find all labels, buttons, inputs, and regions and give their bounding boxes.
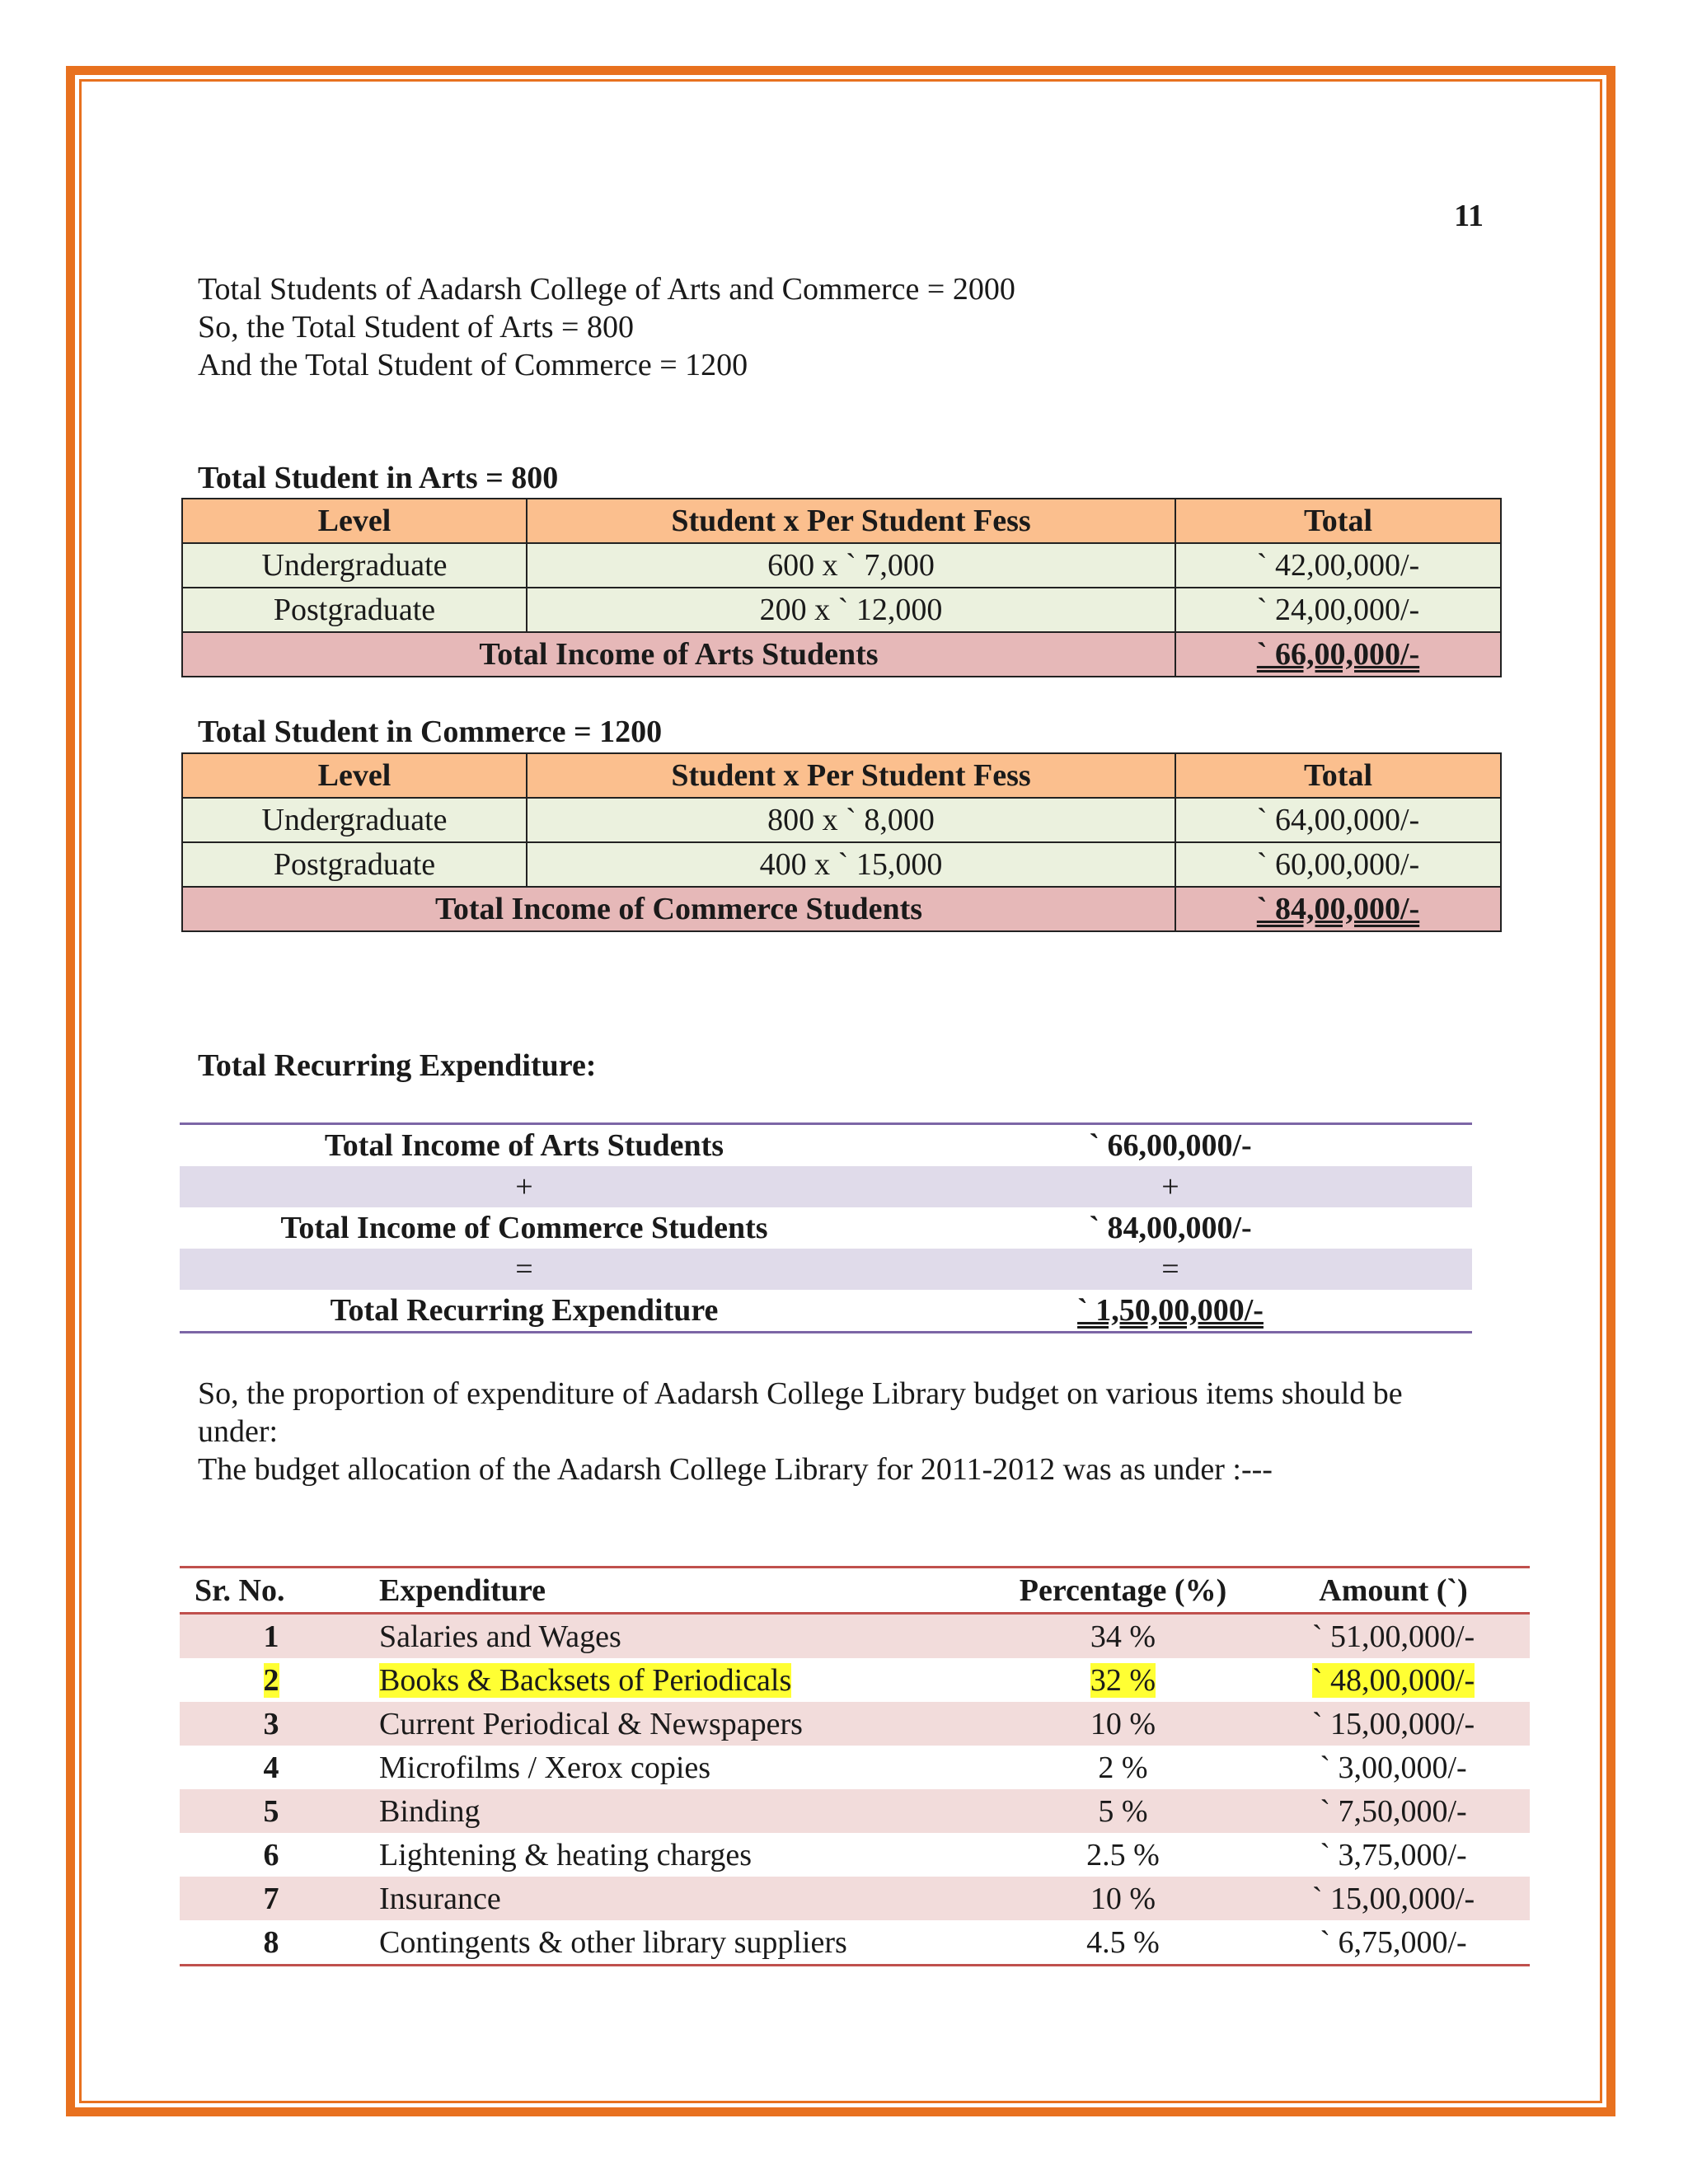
table-row [182, 842, 1501, 887]
commerce-caption: Total Student in Commerce = 1200 [198, 715, 663, 749]
table-row [180, 1746, 1530, 1789]
table-header-row [182, 499, 1501, 543]
recurring-label: Total Income of Commerce Students [280, 1211, 768, 1245]
amount: ` 48,00,000/- [1311, 1662, 1475, 1698]
percentage: 34 % [989, 1614, 1257, 1659]
total-value: ` 66,00,000/- [1175, 632, 1501, 677]
recurring-value: ` 84,00,000/- [1089, 1211, 1252, 1245]
table-row [182, 588, 1501, 632]
table-row [182, 798, 1501, 842]
recurring-label: Total Income of Arts Students [180, 1124, 869, 1167]
expenditure-item: Lightening & heating charges [379, 1837, 753, 1872]
paragraph-line: The budget allocation of the Aadarsh College Library for 2011-2012 was as under :--- [198, 1452, 1273, 1487]
total-row [182, 632, 1501, 677]
column-header: Total [1175, 499, 1501, 543]
column-header: Level [182, 753, 527, 798]
table-row [182, 543, 1501, 588]
operator-symbol: + [180, 1166, 869, 1207]
table-header-row [180, 1568, 1530, 1614]
percentage: 4.5 % [989, 1920, 1257, 1966]
table-row [180, 1702, 1530, 1746]
recurring-expenditure-table [180, 1122, 1472, 1333]
total-cell: ` 64,00,000/- [1175, 798, 1501, 842]
operator-symbol: = [869, 1249, 1472, 1290]
expenditure-item: Binding [363, 1789, 989, 1833]
serial-number: 8 [180, 1920, 363, 1966]
amount: ` 3,00,000/- [1320, 1750, 1467, 1785]
intro-line: So, the Total Student of Arts = 800 [198, 310, 634, 344]
expenditure-item: Current Periodical & Newspapers [363, 1702, 989, 1746]
calculation-cell: 200 x ` 12,000 [527, 588, 1175, 632]
expenditure-item: Books & Backsets of Periodicals [379, 1662, 792, 1698]
percentage: 2 % [1098, 1750, 1148, 1785]
operator-row [180, 1166, 1472, 1207]
table-row [180, 1833, 1530, 1877]
expenditure-item: Microfilms / Xerox copies [379, 1750, 711, 1785]
intro-line: Total Students of Aadarsh College of Arts and Commerce = 2000 [198, 272, 1015, 307]
table-row [180, 1207, 1472, 1249]
column-header: Percentage (%) [989, 1568, 1257, 1614]
column-header: Student x Per Student Fess [527, 499, 1175, 543]
table-header-row [182, 753, 1501, 798]
calculation-cell: 600 x ` 7,000 [527, 543, 1175, 588]
percentage: 5 % [989, 1789, 1257, 1833]
column-header: Total [1175, 753, 1501, 798]
intro-line: And the Total Student of Commerce = 1200 [198, 348, 748, 382]
serial-number: 3 [180, 1702, 363, 1746]
intro-text [198, 270, 1015, 384]
table-row [180, 1920, 1530, 1966]
amount: ` 15,00,000/- [1257, 1702, 1530, 1746]
recurring-label: Total Recurring Expenditure [180, 1290, 869, 1333]
column-header: Amount (`) [1257, 1568, 1530, 1614]
total-label: Total Income of Commerce Students [182, 887, 1175, 931]
table-row [180, 1290, 1472, 1333]
percentage: 10 % [989, 1877, 1257, 1920]
arts-fees-table [181, 498, 1502, 677]
column-header: Expenditure [363, 1568, 989, 1614]
total-cell: ` 24,00,000/- [1175, 588, 1501, 632]
expenditure-item: Contingents & other library suppliers [363, 1920, 989, 1966]
expenditure-item: Insurance [363, 1877, 989, 1920]
serial-number: 2 [263, 1662, 279, 1698]
percentage: 10 % [989, 1702, 1257, 1746]
column-header: Level [182, 499, 527, 543]
amount: ` 15,00,000/- [1257, 1877, 1530, 1920]
recurring-value: ` 1,50,00,000/- [869, 1290, 1472, 1333]
operator-symbol: + [869, 1166, 1472, 1207]
percentage: 32 % [1090, 1662, 1156, 1698]
serial-number: 6 [263, 1837, 279, 1872]
table-row [180, 1124, 1472, 1167]
table-row-highlighted [180, 1658, 1530, 1702]
table-row [180, 1614, 1530, 1659]
serial-number: 4 [263, 1750, 279, 1785]
total-value: ` 84,00,000/- [1175, 887, 1501, 931]
table-row [180, 1789, 1530, 1833]
total-cell: ` 60,00,000/- [1175, 842, 1501, 887]
paragraph-line: So, the proportion of expenditure of Aadarsh College Library budget on various items should be under: [198, 1376, 1403, 1449]
level-cell: Undergraduate [182, 543, 527, 588]
operator-row [180, 1249, 1472, 1290]
recurring-caption: Total Recurring Expenditure: [198, 1048, 597, 1083]
amount: ` 6,75,000/- [1257, 1920, 1530, 1966]
operator-symbol: = [180, 1249, 869, 1290]
budget-paragraph [198, 1375, 1484, 1488]
level-cell: Undergraduate [182, 798, 527, 842]
total-cell: ` 42,00,000/- [1175, 543, 1501, 588]
calculation-cell: 400 x ` 15,000 [527, 842, 1175, 887]
calculation-cell: 800 x ` 8,000 [527, 798, 1175, 842]
amount: ` 7,50,000/- [1257, 1789, 1530, 1833]
budget-allocation-table [180, 1566, 1530, 1966]
column-header: Student x Per Student Fess [527, 753, 1175, 798]
level-cell: Postgraduate [182, 588, 527, 632]
total-label: Total Income of Arts Students [182, 632, 1175, 677]
page-number: 11 [1454, 199, 1484, 233]
serial-number: 5 [180, 1789, 363, 1833]
amount: ` 3,75,000/- [1320, 1837, 1467, 1872]
amount: ` 51,00,000/- [1257, 1614, 1530, 1659]
table-row [180, 1877, 1530, 1920]
recurring-value: ` 66,00,000/- [869, 1124, 1472, 1167]
total-row [182, 887, 1501, 931]
level-cell: Postgraduate [182, 842, 527, 887]
serial-number: 1 [180, 1614, 363, 1659]
serial-number: 7 [180, 1877, 363, 1920]
expenditure-item: Salaries and Wages [363, 1614, 989, 1659]
percentage: 2.5 % [1086, 1837, 1160, 1872]
column-header: Sr. No. [180, 1568, 363, 1614]
arts-caption: Total Student in Arts = 800 [198, 461, 559, 495]
commerce-fees-table [181, 752, 1502, 932]
